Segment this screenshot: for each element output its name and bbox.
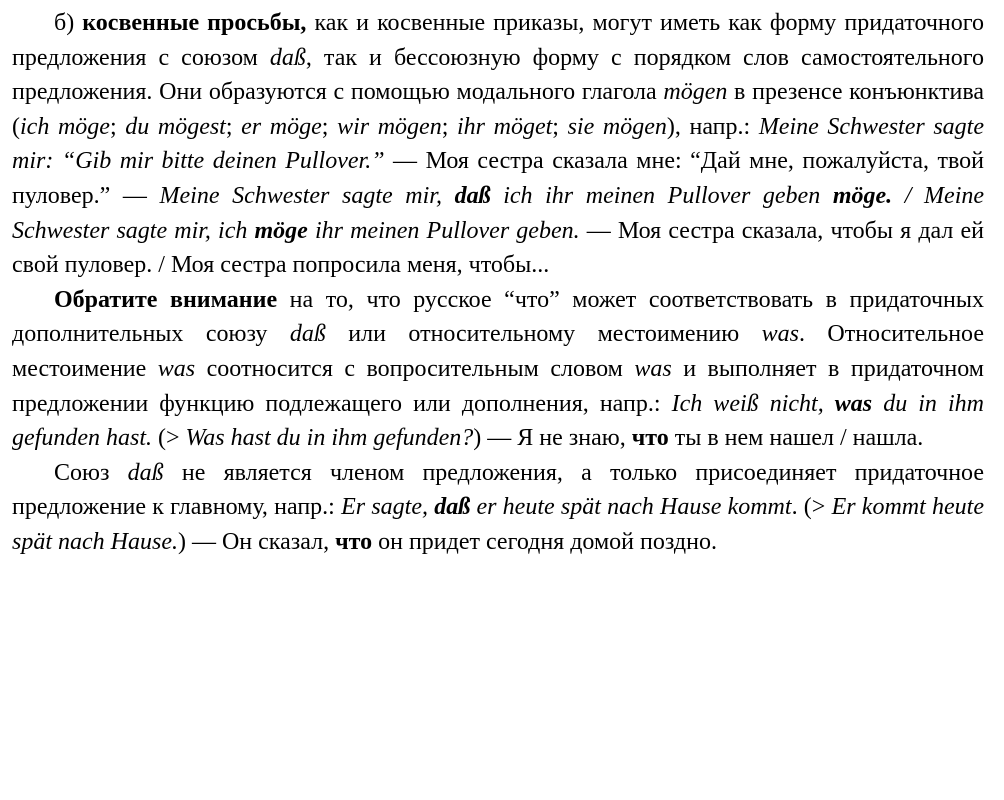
text-run: в презенсе конъюнктива (	[12, 79, 984, 140]
text-run: как и косвенные приказы, могут иметь как форму придаточного предложения с союзом	[12, 10, 984, 71]
text-run: — Моя сестра сказала, чтобы я дал ей свой пуловер. / Моя сестра попросила меня, чтобы...	[12, 217, 984, 279]
text-run: и выполняет в придаточном предложении функцию подлежащего или дополнения, напр.:	[12, 355, 984, 417]
text-run: б)	[54, 10, 83, 36]
paragraph-attention-note	[12, 283, 984, 456]
text-run: ;	[441, 113, 457, 140]
text-run: daß	[454, 182, 491, 209]
text-run: / Meine Schwester sagte mir, ich	[12, 182, 985, 244]
text-run: . Относительное местоимение	[12, 321, 984, 382]
text-run: ) — Я не знаю,	[473, 425, 632, 452]
text-run: mögen	[663, 79, 728, 106]
text-run: Meine Schwester sagte mir: “Gib mir bitte deinen Pullover.”	[12, 113, 985, 175]
text-run: ;	[225, 113, 242, 140]
text-run: . (>	[791, 494, 832, 521]
text-run: du in ihm gefunden hast.	[12, 390, 984, 452]
text-run: Ich weiß nicht,	[671, 390, 835, 417]
text-run: ;	[321, 113, 338, 140]
text-run: daß	[289, 321, 326, 348]
text-run: ich ihr meinen Pullover geben	[490, 182, 833, 209]
text-run: du mögest	[125, 113, 226, 140]
text-run: möge	[254, 217, 308, 244]
text-run: на то, что русское “что” может соответствовать в придаточных дополнительных союзу	[12, 286, 985, 348]
text-run: möge.	[832, 182, 893, 209]
text-run: daß	[434, 494, 471, 521]
text-run: (>	[151, 425, 186, 452]
text-run: ihr möget	[457, 113, 553, 140]
text-run: ;	[109, 113, 126, 140]
paragraph-conjunction-dass	[12, 456, 984, 560]
text-run: что	[631, 425, 669, 452]
text-run: Was hast du in ihm gefunden?	[185, 425, 474, 452]
document-page	[12, 6, 984, 560]
text-run: er heute spät nach Hause kommt	[470, 494, 792, 521]
text-run: соотносится с вопросительным словом	[195, 355, 635, 382]
text-run: что	[335, 528, 373, 555]
text-run: ты в нем нашел / нашла.	[668, 425, 924, 452]
text-run: или относительному местоимению	[325, 321, 762, 348]
text-run: was	[157, 355, 196, 382]
text-run: ), напр.:	[666, 113, 759, 140]
text-run: , так и бессоюзную форму с порядком слов самостоятельного предложения. Они образуются с помощью модального глагола	[12, 44, 984, 106]
text-run: Er kommt heute spät nach Hause.	[12, 494, 984, 555]
text-run: was	[834, 390, 873, 417]
text-run: ;	[552, 113, 568, 140]
text-run: daß	[269, 44, 306, 71]
text-run: Союз	[54, 459, 128, 486]
text-run: Er sagte,	[341, 494, 435, 521]
text-run: Обратите внимание	[54, 286, 278, 313]
text-run: was	[634, 355, 672, 382]
text-run: daß	[127, 459, 164, 486]
text-run: ihr meinen Pullover geben.	[307, 217, 580, 244]
text-run: was	[761, 321, 799, 348]
text-run: ) — Он сказал,	[177, 528, 336, 555]
paragraph-indirect-requests	[12, 6, 984, 283]
text-run: wir mögen	[337, 113, 442, 140]
text-run: Meine Schwester sagte mir,	[159, 182, 455, 209]
text-run: не является членом предложения, а только присоединяет придаточное предложение к главному, напр.:	[12, 459, 984, 521]
text-run: er möge	[241, 113, 322, 140]
text-run: — Моя сестра сказала мне: “Дай мне, пожалуйста, твой пуловер.” —	[12, 148, 984, 209]
text-run: он придет сегодня домой поздно.	[372, 528, 717, 555]
text-run: sie mögen	[567, 113, 667, 140]
text-run: косвенные просьбы,	[82, 10, 307, 36]
text-run: ich möge	[20, 113, 110, 140]
